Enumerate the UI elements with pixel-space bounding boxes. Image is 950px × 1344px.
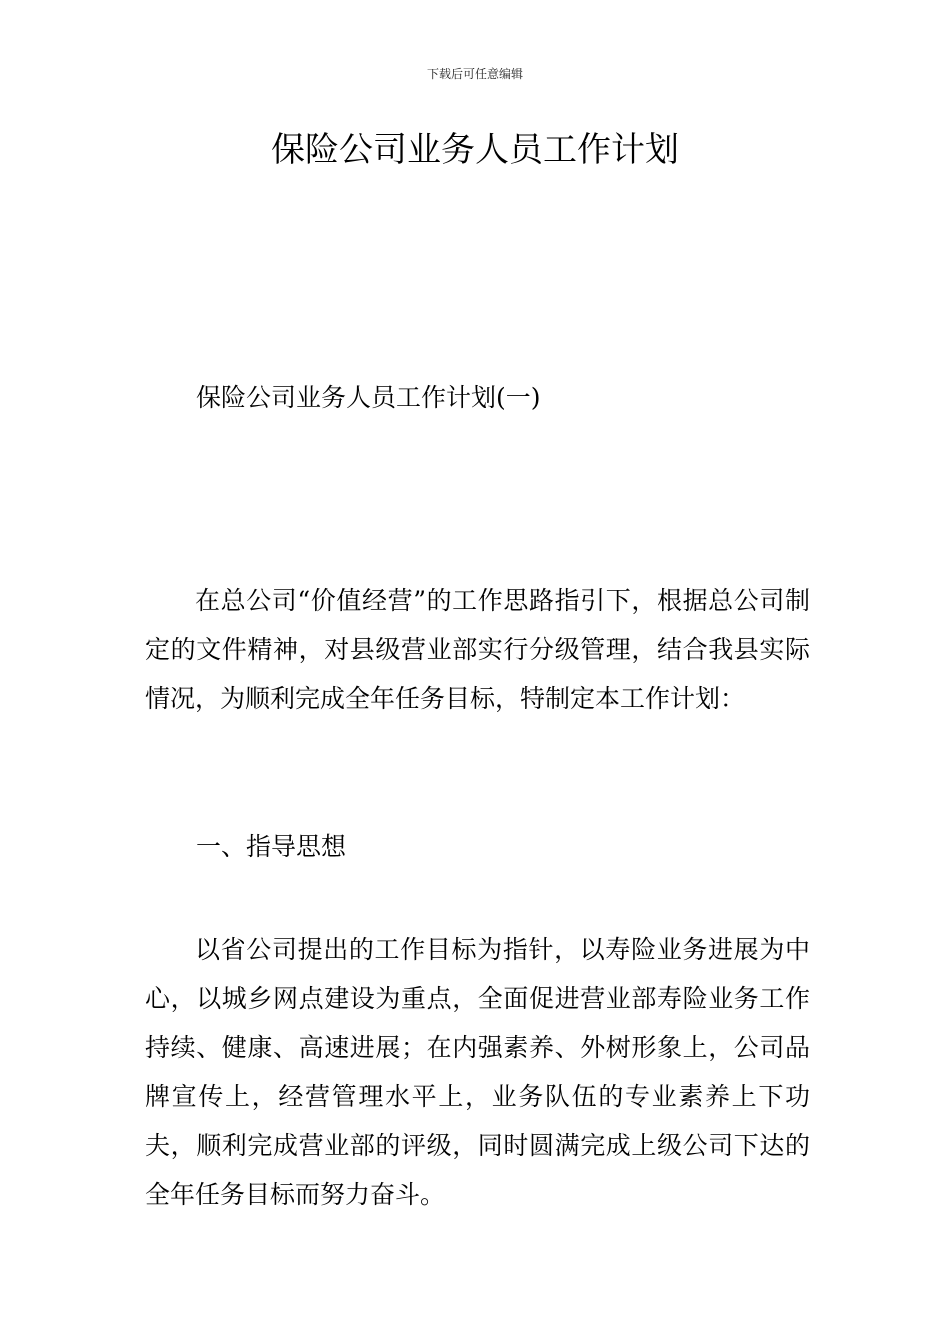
- section-heading-guiding-ideology: 一、指导思想: [196, 832, 347, 861]
- intro-paragraph: 在总公司“价值经营”的工作思路指引下，根据总公司制定的文件精神，对县级营业部实行分级管理，结合我县实际情况，为顺利完成全年任务目标，特制定本工作计划：: [145, 586, 810, 713]
- document-subtitle: 保险公司业务人员工作计划(一): [196, 383, 541, 412]
- section-paragraph-guiding-ideology: 以省公司提出的工作目标为指针，以寿险业务进展为中心，以城乡网点建设为重点，全面促进营业部寿险业务工作持续、健康、高速进展；在内强素养、外树形象上，公司品牌宣传上，经营管理水平上，业务队伍的专业素养上下功夫，顺利完成营业部的评级，同时圆满完成上级公司下达的全年任务目标而努力奋斗。: [145, 935, 810, 1209]
- document-title: 保险公司业务人员工作计划: [271, 130, 679, 170]
- header-note: 下载后可任意编辑: [426, 67, 523, 81]
